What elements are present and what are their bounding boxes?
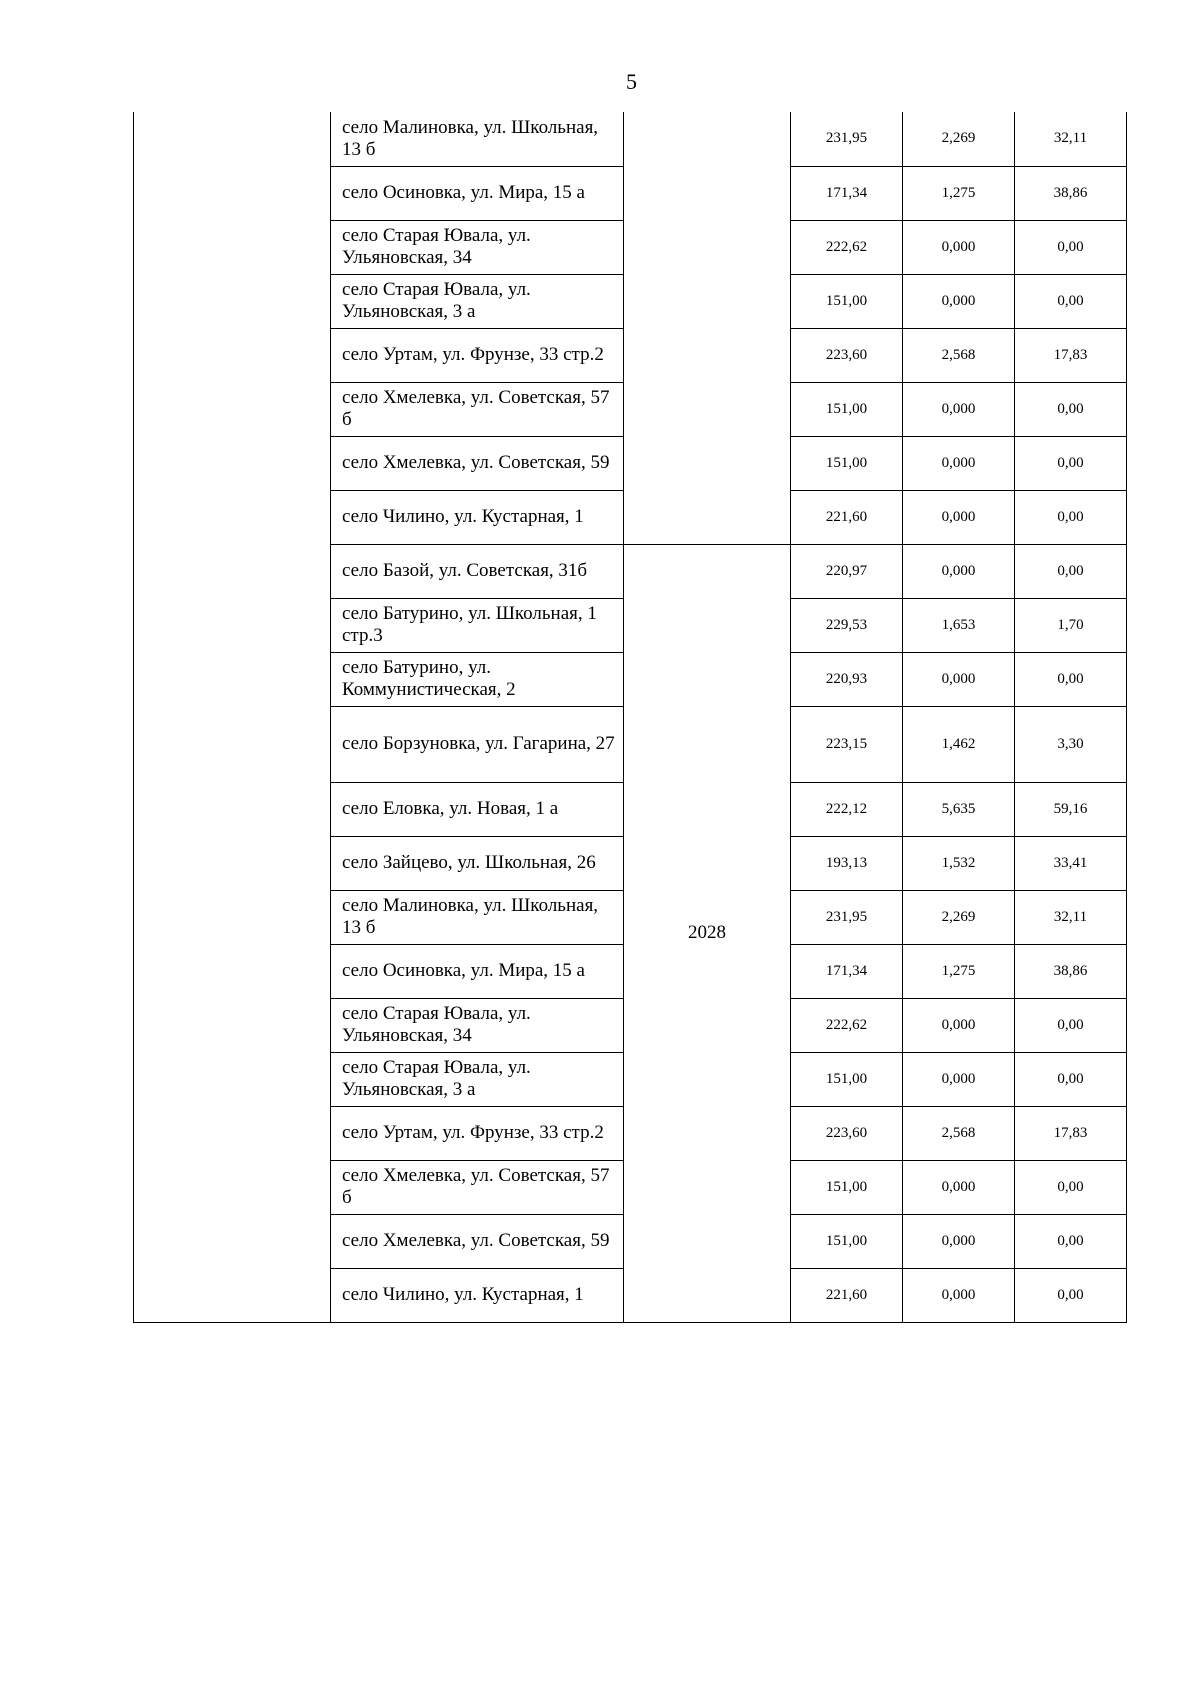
value-cell-2: 0,000	[903, 490, 1015, 544]
value-cell-2: 2,568	[903, 328, 1015, 382]
value-cell-1: 221,60	[791, 1268, 903, 1322]
value-cell-3: 38,86	[1015, 944, 1127, 998]
address-cell: село Старая Ювала, ул. Ульяновская, 34	[331, 220, 624, 274]
value-cell-1: 171,34	[791, 944, 903, 998]
value-cell-1: 229,53	[791, 598, 903, 652]
address-cell: село Чилино, ул. Кустарная, 1	[331, 1268, 624, 1322]
value-cell-2: 5,635	[903, 782, 1015, 836]
value-cell-2: 1,462	[903, 706, 1015, 782]
value-cell-3: 1,70	[1015, 598, 1127, 652]
value-cell-2: 0,000	[903, 220, 1015, 274]
value-cell-1: 223,60	[791, 1106, 903, 1160]
value-cell-2: 0,000	[903, 1052, 1015, 1106]
address-cell: село Малиновка, ул. Школьная, 13 б	[331, 112, 624, 166]
value-cell-1: 151,00	[791, 274, 903, 328]
value-cell-3: 17,83	[1015, 328, 1127, 382]
value-cell-3: 0,00	[1015, 1160, 1127, 1214]
address-cell: село Базой, ул. Советская, 31б	[331, 544, 624, 598]
value-cell-2: 0,000	[903, 652, 1015, 706]
value-cell-3: 32,11	[1015, 112, 1127, 166]
value-cell-2: 0,000	[903, 1214, 1015, 1268]
value-cell-2: 0,000	[903, 436, 1015, 490]
address-cell: село Чилино, ул. Кустарная, 1	[331, 490, 624, 544]
value-cell-2: 0,000	[903, 998, 1015, 1052]
address-cell: село Осиновка, ул. Мира, 15 а	[331, 166, 624, 220]
address-cell: село Осиновка, ул. Мира, 15 а	[331, 944, 624, 998]
value-cell-3: 0,00	[1015, 220, 1127, 274]
value-cell-3: 0,00	[1015, 274, 1127, 328]
page-number: 5	[626, 69, 637, 94]
value-cell-1: 231,95	[791, 112, 903, 166]
value-cell-1: 151,00	[791, 1214, 903, 1268]
value-cell-1: 151,00	[791, 382, 903, 436]
value-cell-2: 2,568	[903, 1106, 1015, 1160]
value-cell-3: 17,83	[1015, 1106, 1127, 1160]
value-cell-1: 151,00	[791, 1160, 903, 1214]
value-cell-2: 1,532	[903, 836, 1015, 890]
value-cell-2: 0,000	[903, 274, 1015, 328]
value-cell-1: 222,62	[791, 998, 903, 1052]
value-cell-3: 0,00	[1015, 652, 1127, 706]
address-cell: село Хмелевка, ул. Советская, 59	[331, 1214, 624, 1268]
data-table	[133, 112, 1127, 1323]
address-cell: село Малиновка, ул. Школьная, 13 б	[331, 890, 624, 944]
value-cell-2: 1,653	[903, 598, 1015, 652]
value-cell-2: 2,269	[903, 890, 1015, 944]
address-cell: село Батурино, ул. Коммунистическая, 2	[331, 652, 624, 706]
value-cell-1: 193,13	[791, 836, 903, 890]
value-cell-2: 0,000	[903, 1268, 1015, 1322]
value-cell-3: 32,11	[1015, 890, 1127, 944]
value-cell-1: 223,60	[791, 328, 903, 382]
value-cell-2: 1,275	[903, 944, 1015, 998]
table-body	[134, 112, 1127, 1322]
address-cell: село Старая Ювала, ул. Ульяновская, 3 а	[331, 274, 624, 328]
address-cell: село Уртам, ул. Фрунзе, 33 стр.2	[331, 1106, 624, 1160]
address-cell: село Зайцево, ул. Школьная, 26	[331, 836, 624, 890]
value-cell-1: 221,60	[791, 490, 903, 544]
value-cell-3: 0,00	[1015, 1268, 1127, 1322]
address-cell: село Батурино, ул. Школьная, 1 стр.3	[331, 598, 624, 652]
value-cell-2: 2,269	[903, 112, 1015, 166]
value-cell-3: 59,16	[1015, 782, 1127, 836]
value-cell-1: 222,62	[791, 220, 903, 274]
year-cell: 2028	[624, 544, 791, 1322]
address-cell: село Уртам, ул. Фрунзе, 33 стр.2	[331, 328, 624, 382]
value-cell-2: 0,000	[903, 1160, 1015, 1214]
blank-category-cell	[134, 112, 331, 1322]
value-cell-1: 171,34	[791, 166, 903, 220]
value-cell-3: 0,00	[1015, 436, 1127, 490]
value-cell-2: 0,000	[903, 382, 1015, 436]
value-cell-1: 220,93	[791, 652, 903, 706]
address-cell: село Хмелевка, ул. Советская, 57 б	[331, 1160, 624, 1214]
value-cell-3: 3,30	[1015, 706, 1127, 782]
value-cell-1: 220,97	[791, 544, 903, 598]
value-cell-3: 33,41	[1015, 836, 1127, 890]
value-cell-1: 231,95	[791, 890, 903, 944]
year-cell	[624, 112, 791, 544]
address-cell: село Старая Ювала, ул. Ульяновская, 34	[331, 998, 624, 1052]
value-cell-3: 0,00	[1015, 1214, 1127, 1268]
value-cell-1: 222,12	[791, 782, 903, 836]
value-cell-1: 151,00	[791, 436, 903, 490]
value-cell-3: 0,00	[1015, 490, 1127, 544]
value-cell-1: 151,00	[791, 1052, 903, 1106]
address-cell: село Хмелевка, ул. Советская, 57 б	[331, 382, 624, 436]
table-row	[134, 112, 1127, 166]
address-cell: село Хмелевка, ул. Советская, 59	[331, 436, 624, 490]
value-cell-1: 223,15	[791, 706, 903, 782]
value-cell-3: 0,00	[1015, 544, 1127, 598]
address-cell: село Борзуновка, ул. Гагарина, 27	[331, 706, 624, 782]
address-cell: село Еловка, ул. Новая, 1 а	[331, 782, 624, 836]
value-cell-3: 0,00	[1015, 1052, 1127, 1106]
value-cell-3: 38,86	[1015, 166, 1127, 220]
value-cell-3: 0,00	[1015, 998, 1127, 1052]
value-cell-2: 0,000	[903, 544, 1015, 598]
value-cell-3: 0,00	[1015, 382, 1127, 436]
address-cell: село Старая Ювала, ул. Ульяновская, 3 а	[331, 1052, 624, 1106]
value-cell-2: 1,275	[903, 166, 1015, 220]
